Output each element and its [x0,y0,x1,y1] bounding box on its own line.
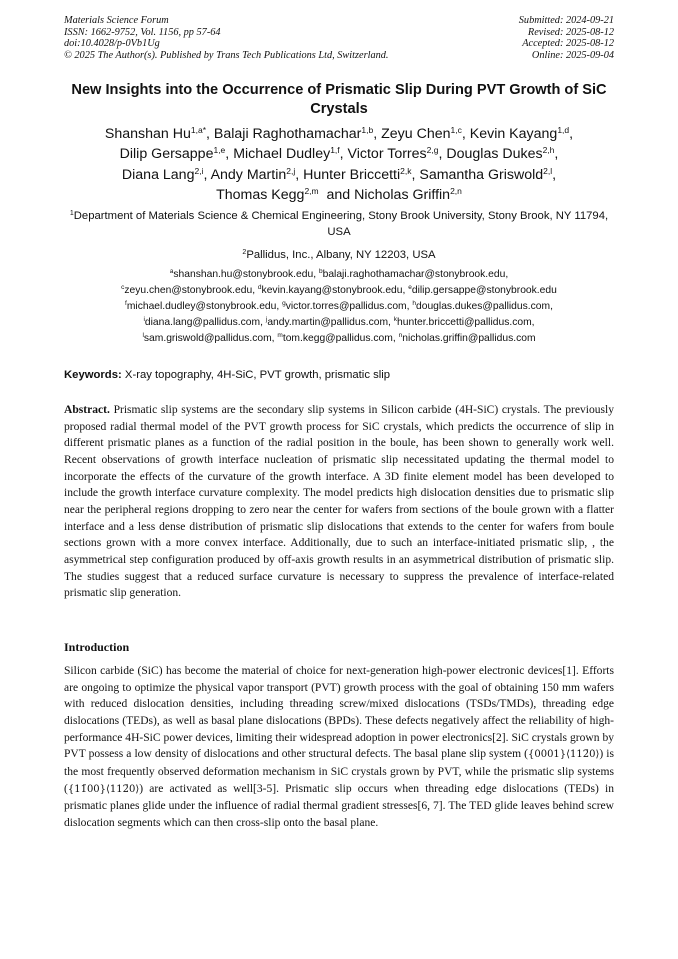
basal-slip-notation: {0001}⟨112̄0⟩ [527,749,600,761]
author-sup: 1,f [330,145,340,156]
email-sup: b [318,268,323,275]
abstract-label: Abstract. [64,404,110,416]
author-sup: 2,i [194,165,204,176]
author-sup: 2,m [304,185,319,196]
author-sup: 2,j [286,165,296,176]
affiliation-sup: 2 [242,249,247,256]
intro-text-2: ) is the most frequently observed deformation mechanism in SiC crystals grown by PVT, while the prismatic slip systems ( [64,748,614,795]
email-link[interactable]: balaji.raghothamachar@stonybrook.edu [322,269,506,280]
author-name: Nicholas Griffin [354,186,451,203]
author-name: Balaji Raghothamachar [213,126,362,142]
email-link[interactable]: sam.griswold@pallidus.com [143,333,272,344]
affiliation-1 [60,208,618,240]
email-sup: m [277,332,283,339]
affiliation-text: Pallidus, Inc., Albany, NY 12203, USA [246,249,436,261]
author-name: Zeyu Chen [381,126,451,142]
author-name: Kevin Kayang [469,126,558,142]
author-sup: 2,n [450,185,462,196]
email-link[interactable]: douglas.dukes@pallidus.com [416,301,551,312]
email-sup: f [125,300,127,307]
author-name: Samantha Griswold [419,166,544,183]
keywords-label: Keywords: [64,369,122,381]
keywords-text: X-ray topography, 4H-SiC, PVT growth, prismatic slip [124,369,391,381]
email-list: $^a$shanshan.hu@stonybrook.edu, $^b$balaji.raghothamachar@stonybrook.edu, $^c$zeyu.chen@stonybrook.edu, $^d$kevin.kayang@stonybrook.edu, $^e$dilip.gersappe@stonybrook.edu $^f$michael.dudley@stonybrook.edu, $^g$victor.torres@pallidus.com, $^h$douglas.dukes@pallidus.com, $^i$diana.lang@pallidus.com, $^j$andy.martin@pallidus.com, $^k$hunter.briccetti@pallidus.com, $^l$sam.griswold@pallidus.com, $^m$tom.kegg@pallidus.com, $^n$nicholas.griffin@pallidus.com [121,268,557,344]
author-name: Dilip Gersappe [119,146,214,163]
accepted-date: Accepted: 2025-08-12 [522,38,614,50]
affiliation-text: Department of Materials Science & Chemical Engineering, Stony Brook University, Stony Brook, NY 11794, USA [73,210,609,238]
author-name: Diana Lang [121,166,195,183]
email-sup: j [265,316,268,323]
affiliation-sup: 1 [69,210,74,217]
submitted-date: Submitted: 2024-09-21 [518,15,614,26]
email-sup: e [408,284,412,291]
email-link[interactable]: diana.lang@pallidus.com [144,317,261,328]
email-sup: l [142,332,144,339]
email-link[interactable]: andy.martin@pallidus.com [267,317,389,328]
copyright-line: © 2025 The Author(s). Published by Trans Tech Publications Ltd, Switzerland. [64,49,389,61]
dates-info [414,15,614,61]
email-link[interactable]: victor.torres@pallidus.com [285,301,407,312]
email-link[interactable]: michael.dudley@stonybrook.edu [126,301,277,312]
author-list: Shanshan $Hu^{1,a*}$, Balaji Raghothamachar$^{1,b}$, Zeyu Chen$^{1,c}$, Kevin Kayang$^{1,d}$, Dilip Gersappe$^{1,e}$, Michael Dudley$^{1,f}$, Victor Torres$^{2,g}$, Douglas Dukes$^{2,h}$, Diana Lang$^{2,i}$, Andy Martin$^{2,j}$, Hunter Briccetti$^{2,k}$, Samantha Griswold$^{2,l}$, Thomas Kegg$^{2,m}$ and Nicholas Griffin$^{2,n}$ [104,125,574,203]
intro-text-3: ) are activated as well[3-5]. Prismatic slip occurs when threading edge dislocations (TEDs) in prismatic planes glide under the influence of radial thermal gradient stresses[6, 7]. The TED glide leaves behind screw dislocation segments which can then cross-slip onto the basal plane. [64,782,614,829]
author-sup: 1,d [557,125,570,135]
introduction-heading: Introduction [64,640,130,654]
journal-name: Materials Science Forum [64,15,169,26]
author-sup: 2,l [543,165,553,176]
author-sup: 2,g [426,145,439,156]
paper-title: New Insights into the Occurrence of Prismatic Slip During PVT Growth of SiC Crystals [71,82,607,117]
revised-date: Revised: 2025-08-12 [527,26,614,38]
email-link[interactable]: tom.kegg@pallidus.com [282,333,393,344]
email-sup: a [169,268,174,275]
author-name: Douglas Dukes [446,146,543,163]
online-date: Online: 2025-09-04 [531,49,614,61]
doi-line: doi:10.4028/p-0Vb1Ug [64,38,160,50]
email-sup: k [393,316,398,323]
author-sup: 2,h [542,145,555,156]
author-name: Thomas Kegg [216,186,305,203]
email-sup: i [143,316,145,323]
abstract-paragraph [64,402,614,602]
introduction-paragraph [64,663,614,832]
intro-text-1: Silicon carbide (SiC) has become the material of choice for next-generation high-power electronic devices[1]. Efforts are ongoing to optimize the physical vapor transport (PVT) growth process with the goal of obtaining 150 mm wafers with reduced dislocation densities, including threading screw/mixed dislocations (TSDs/TMDs), threading edge dislocations (TEDs), as well as basal plane dislocations (BPDs). These defects negatively affect the reliability of high-performance 4H-SiC power devices, limiting their widespread adoption in power electronics[2]. SiC crystals grown by PVT possess a low density of dislocations and other structural defects. The basal plane slip system ( [64,665,614,761]
prismatic-slip-notation: {11̄00}⟨112̄0⟩ [67,783,140,795]
author-sup: 1,e [213,145,226,156]
author-sup: 1,a* [190,125,207,135]
affiliation-2 [60,247,618,263]
abstract-text: Prismatic slip systems are the secondary slip systems in Silicon carbide (4H-SiC) crystals. The previously proposed radial thermal model of the PVT growth process for SiC crystals, which predicts the occurrence of slip in different prismatic planes as a function of the radial position in the boule, has been shown to generally work well. Recent observations of growth interface nucleation of prismatic slip necessitated updating the thermal model to incorporate the effects of the curvature of the growth interface. A 3D finite element model has been developed to include the growth interface curvature complexity. The model predicts high dislocation densities due to prismatic slip near the peripheral regions dropping to zero near the center for wafers from sections of the boule grown with a flatter interface and a less dense distribution of prismatic slip dislocations that extends to the center for wafers from boule sections grown with a more convex interface. Additionally, due to such an interface-initiated prismatic slip, , the asymmetrical step configuration produced by off-axis growth results in an asymmetrical distribution of prismatic slip. The studies suggest that a reduced surface curvature is necessary to suppress the prevalence of interface-related prismatic slip generation. [64,404,614,600]
email-sup: d [257,284,262,291]
journal-info [64,15,464,61]
author-sup: 1,c [450,125,462,135]
email-sup: n [398,332,403,339]
author-name: Shanshan Hu [104,126,191,142]
author-name: Victor Torres [347,146,427,163]
author-name: Hunter Briccetti [303,166,401,183]
and-word: and [326,186,351,203]
email-link[interactable]: hunter.briccetti@pallidus.com [397,317,532,328]
email-link[interactable]: shanshan.hu@stonybrook.edu [173,269,314,280]
keywords-line [64,368,614,383]
email-link[interactable]: zeyu.chen@stonybrook.edu [124,285,253,296]
email-link[interactable]: nicholas.griffin@pallidus.com [402,333,536,344]
email-sup: g [282,300,286,307]
author-sup: 1,b [361,125,374,135]
email-sup: c [121,284,125,291]
author-name: Andy Martin [210,166,287,183]
issn-line: ISSN: 1662-9752, Vol. 1156, pp 57-64 [64,26,221,38]
author-name: Michael Dudley [233,146,331,163]
email-link[interactable]: kevin.kayang@stonybrook.edu [261,285,403,296]
email-link[interactable]: dilip.gersappe@stonybrook.edu [411,285,557,296]
email-sup: h [412,300,416,307]
author-sup: 2,k [400,165,412,176]
